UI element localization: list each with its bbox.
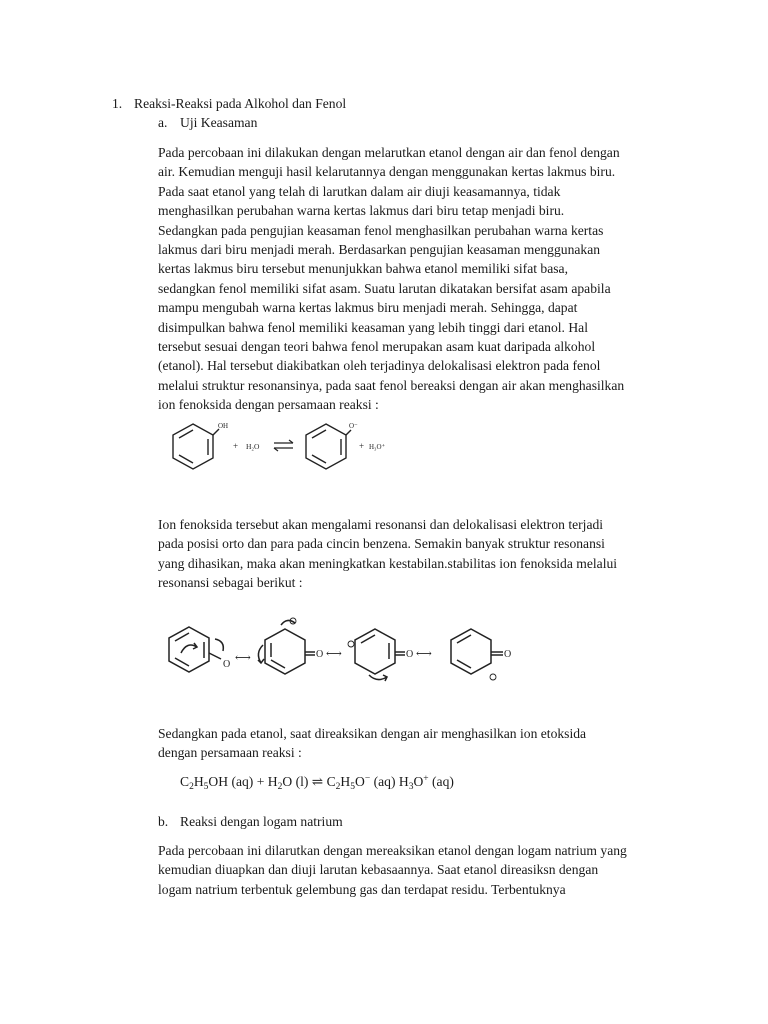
eq-text: (aq) (428, 774, 454, 789)
resonance-structure-1 (169, 627, 223, 672)
text-line: Pada percobaan ini dilakukan dengan melarutkan etanol dengan air dan fenol dengan (158, 145, 620, 160)
resonance-arrow: ⟷ (416, 648, 432, 660)
text-line: pada posisi orto dan para pada cincin benzena. Semakin banyak struktur resonansi (158, 536, 605, 552)
text-line: mampu mengubah warna kertas lakmus biru menjadi merah. Sehingga, dapat (158, 300, 578, 316)
oxygen-label-2: O (316, 649, 324, 660)
eq-subscript: 2 (277, 782, 283, 792)
text-line: Ion fenoksida tersebut akan mengalami resonansi dan delokalisasi elektron terjadi (158, 517, 604, 532)
eq-text: O (413, 774, 424, 789)
text-line: resonansi sebagai berikut : (158, 575, 303, 591)
eq-text: (aq) H (370, 774, 409, 789)
plus-sign: + (233, 441, 239, 451)
eq-superscript: + (423, 774, 429, 784)
eq-subscript: 3 (408, 782, 414, 792)
text-line: kertas lakmus biru tersebut menunjukkan bahwa etanol memiliki sifat basa, (158, 261, 568, 277)
phenoxide-o-label: O⁻ (349, 422, 358, 430)
text-line: Sedangkan pada etanol, saat direaksikan dengan air menghasilkan ion etoksida (158, 726, 587, 741)
oxygen-label-1: O (223, 659, 231, 670)
text-line: yang dihasikan, maka akan meningkatkan kestabilan.stabilitas ion fenoksida melalui (158, 555, 618, 571)
ethanol-reaction-equation (180, 772, 454, 792)
resonance-structure-4 (451, 629, 503, 680)
eq-text: C (180, 774, 190, 789)
eq-subscript: 5 (350, 782, 355, 792)
phenol-structure (173, 424, 219, 469)
eq-text: O (l) ⇌ C (282, 774, 336, 789)
subsection-heading-b (158, 812, 343, 831)
subsection-letter-b: b. (158, 814, 169, 829)
resonance-arrow: ⟷ (235, 652, 251, 664)
eq-subscript: 5 (203, 782, 209, 792)
section-number: 1. (112, 96, 123, 111)
phenol-dissociation-figure (163, 418, 399, 476)
oxygen-label-3: O (406, 649, 414, 660)
section-title: Reaksi-Reaksi pada Alkohol dan Fenol (134, 96, 347, 111)
oxygen-label-4: O (504, 649, 512, 660)
eq-text: O (355, 774, 365, 789)
text-line: melalui struktur resonansinya, pada saat fenol bereaksi dengan air akan menghasilkan (158, 377, 625, 393)
text-line: tersebut sesuai dengan teori bahwa fenol merupakan asam kuat daripada alkohol (158, 339, 596, 355)
equilibrium-arrow (274, 440, 293, 451)
text-line: air. Kemudian menguji hasil kelarutannya dengan menggunakan kertas lakmus biru. (158, 164, 616, 180)
phenoxide-structure (306, 424, 351, 469)
phenoxide-resonance-figure (163, 615, 543, 687)
resonance-structure-3 (348, 629, 405, 681)
oh-label: OH (218, 422, 229, 430)
resonance-structure-2 (258, 618, 315, 674)
subsection-letter-a: a. (158, 115, 168, 130)
subsection-title-b: Reaksi dengan logam natrium (180, 814, 343, 829)
resonance-arrow: ⟷ (326, 648, 342, 660)
text-line: menghasilkan perubahan warna kertas lakmus dari biru tetap menjadi biru. (158, 203, 565, 219)
text-line: Pada percobaan ini dilarutkan dengan mereaksikan etanol dengan logam natrium yang (158, 843, 627, 858)
text-line: Pada saat etanol yang telah di larutkan dalam air diuji keasamannya, tidak (158, 183, 561, 199)
text-line: logam natrium terbentuk gelembung gas dan terdapat residu. Terbentuknya (158, 881, 566, 897)
subsection-heading-a (158, 113, 257, 132)
eq-text: OH (aq) + H (208, 774, 278, 789)
eq-text: H (193, 774, 204, 789)
eq-superscript: − (364, 774, 371, 784)
paragraph-acidity (158, 143, 683, 415)
eq-subscript: 2 (335, 782, 341, 792)
text-line: dengan persamaan reaksi : (158, 745, 302, 761)
text-line: disimpulkan bahwa fenol memiliki keasaman yang lebih tinggi dari etanol. Hal (158, 319, 588, 335)
paragraph-sodium (158, 841, 683, 899)
hydronium-formula: H₃O⁺ (369, 443, 386, 451)
text-line: (etanol). Hal tersebut diakibatkan oleh terjadinya delokalisasi elektron pada fenol (158, 358, 601, 374)
paragraph-phenoxide (158, 515, 683, 593)
plus-sign: + (359, 441, 365, 451)
paragraph-ethanol (158, 724, 683, 763)
section-heading (112, 94, 346, 113)
eq-text: H (340, 774, 351, 789)
subsection-title-a: Uji Keasaman (180, 115, 258, 130)
eq-subscript: 2 (189, 782, 194, 792)
text-line: sedangkan fenol memiliki sifat asam. Suatu larutan dikatakan bersifat asam apabila (158, 280, 611, 296)
text-line: Sedangkan pada pengujian keasaman fenol menghasilkan perubahan warna kertas (158, 222, 604, 238)
text-line: ion fenoksida dengan persamaan reaksi : (158, 397, 379, 413)
text-line: lakmus dari biru menjadi merah. Berdasarkan pengujian keasaman menggunakan (158, 242, 601, 258)
water-formula: H₂O (246, 442, 260, 451)
text-line: kemudian diuapkan dan diuji larutan kebasaannya. Saat etanol direasiksn dengan (158, 862, 599, 878)
